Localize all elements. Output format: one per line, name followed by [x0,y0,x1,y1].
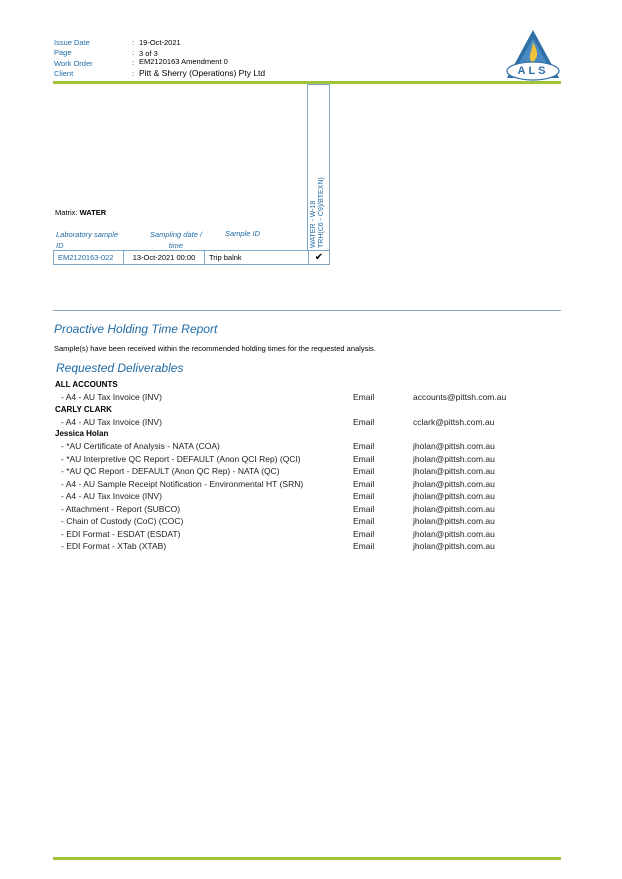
holding-title: Proactive Holding Time Report [54,322,218,336]
list-item: - *AU QC Report - DEFAULT (Anon QC Rep) - NATA (QC) Email jholan@pittsh.com.au [61,466,495,476]
group-name: ALL ACCOUNTS [55,380,118,389]
list-item: - Chain of Custody (CoC) (COC) Email jholan@pittsh.com.au [61,516,495,526]
list-item: - *AU Interpretive QC Report - DEFAULT (Anon QCI Rep) (QCI) Email jholan@pittsh.com.au [61,453,495,464]
list-item: - A4 - AU Tax Invoice (INV) Email jholan@pittsh.com.au [61,491,495,501]
section-divider [53,310,561,311]
col-head-sampling: Sampling date / time [149,230,203,250]
list-item: - A4 - AU Tax Invoice (INV) Email cclark@pittsh.com.au [61,416,495,427]
group-name: Jessica Holan [55,429,109,438]
check-icon: ✔ [309,251,330,265]
als-logo [503,28,563,82]
list-item: - *AU Certificate of Analysis - NATA (COA) Email jholan@pittsh.com.au [61,441,495,451]
footer-divider [53,857,561,860]
deliverables-title: Requested Deliverables [56,361,184,375]
colon: : [132,58,135,67]
colon: : [132,38,135,47]
list-item: - A4 - AU Tax Invoice (INV) Email accounts@pittsh.com.au [61,392,507,402]
matrix-label: Matrix: WATER [55,208,107,217]
colon: : [132,69,135,78]
work-order-value: EM2120163 Amendment 0 [139,57,228,66]
col-head-sample-id: Sample ID [225,229,261,238]
colon: : [132,48,135,57]
list-item: - Attachment - Report (SUBCO) Email jholan@pittsh.com.au [61,503,495,514]
work-order-label: Work Order [54,59,93,68]
holding-text: Sample(s) have been received within the recommended holding times for the requested analysis. [54,344,376,353]
list-item: - A4 - AU Sample Receipt Notification - Environmental HT (SRN) Email jholan@pittsh.com.au [61,478,495,489]
page-value: 3 of 3 [139,49,158,58]
group-name: CARLY CLARK [55,404,112,414]
issue-date-value: 19-Oct-2021 [139,38,181,47]
list-item: - EDI Format - XTab (XTAB) Email jholan@pittsh.com.au [61,541,495,551]
list-item: - EDI Format - ESDAT (ESDAT) Email jholan@pittsh.com.au [61,528,495,539]
issue-date-label: Issue Date [54,38,90,47]
sample-id-cell: Trip balnk [205,251,309,265]
page-label: Page [54,48,72,57]
lab-id-cell: EM2120163-022 [54,251,124,265]
client-value: Pitt & Sherry (Operations) Pty Ltd [139,68,266,78]
sample-table [53,250,330,265]
analysis-name-1: WATER - W-18 [310,200,317,248]
col-head-lab-id: Laboratory sample ID [56,230,119,250]
analysis-name-2: TRH(C6 - C9)/BTEXN) [318,177,325,248]
table-row [54,251,330,265]
deliverables-list [55,380,535,554]
analysis-column-top [307,84,329,85]
client-label: Client [54,69,74,78]
logo-text: ALS [517,65,549,77]
matrix-value: WATER [79,208,107,217]
sampling-date-cell: 13-Oct-2021 00:00 [124,251,205,265]
